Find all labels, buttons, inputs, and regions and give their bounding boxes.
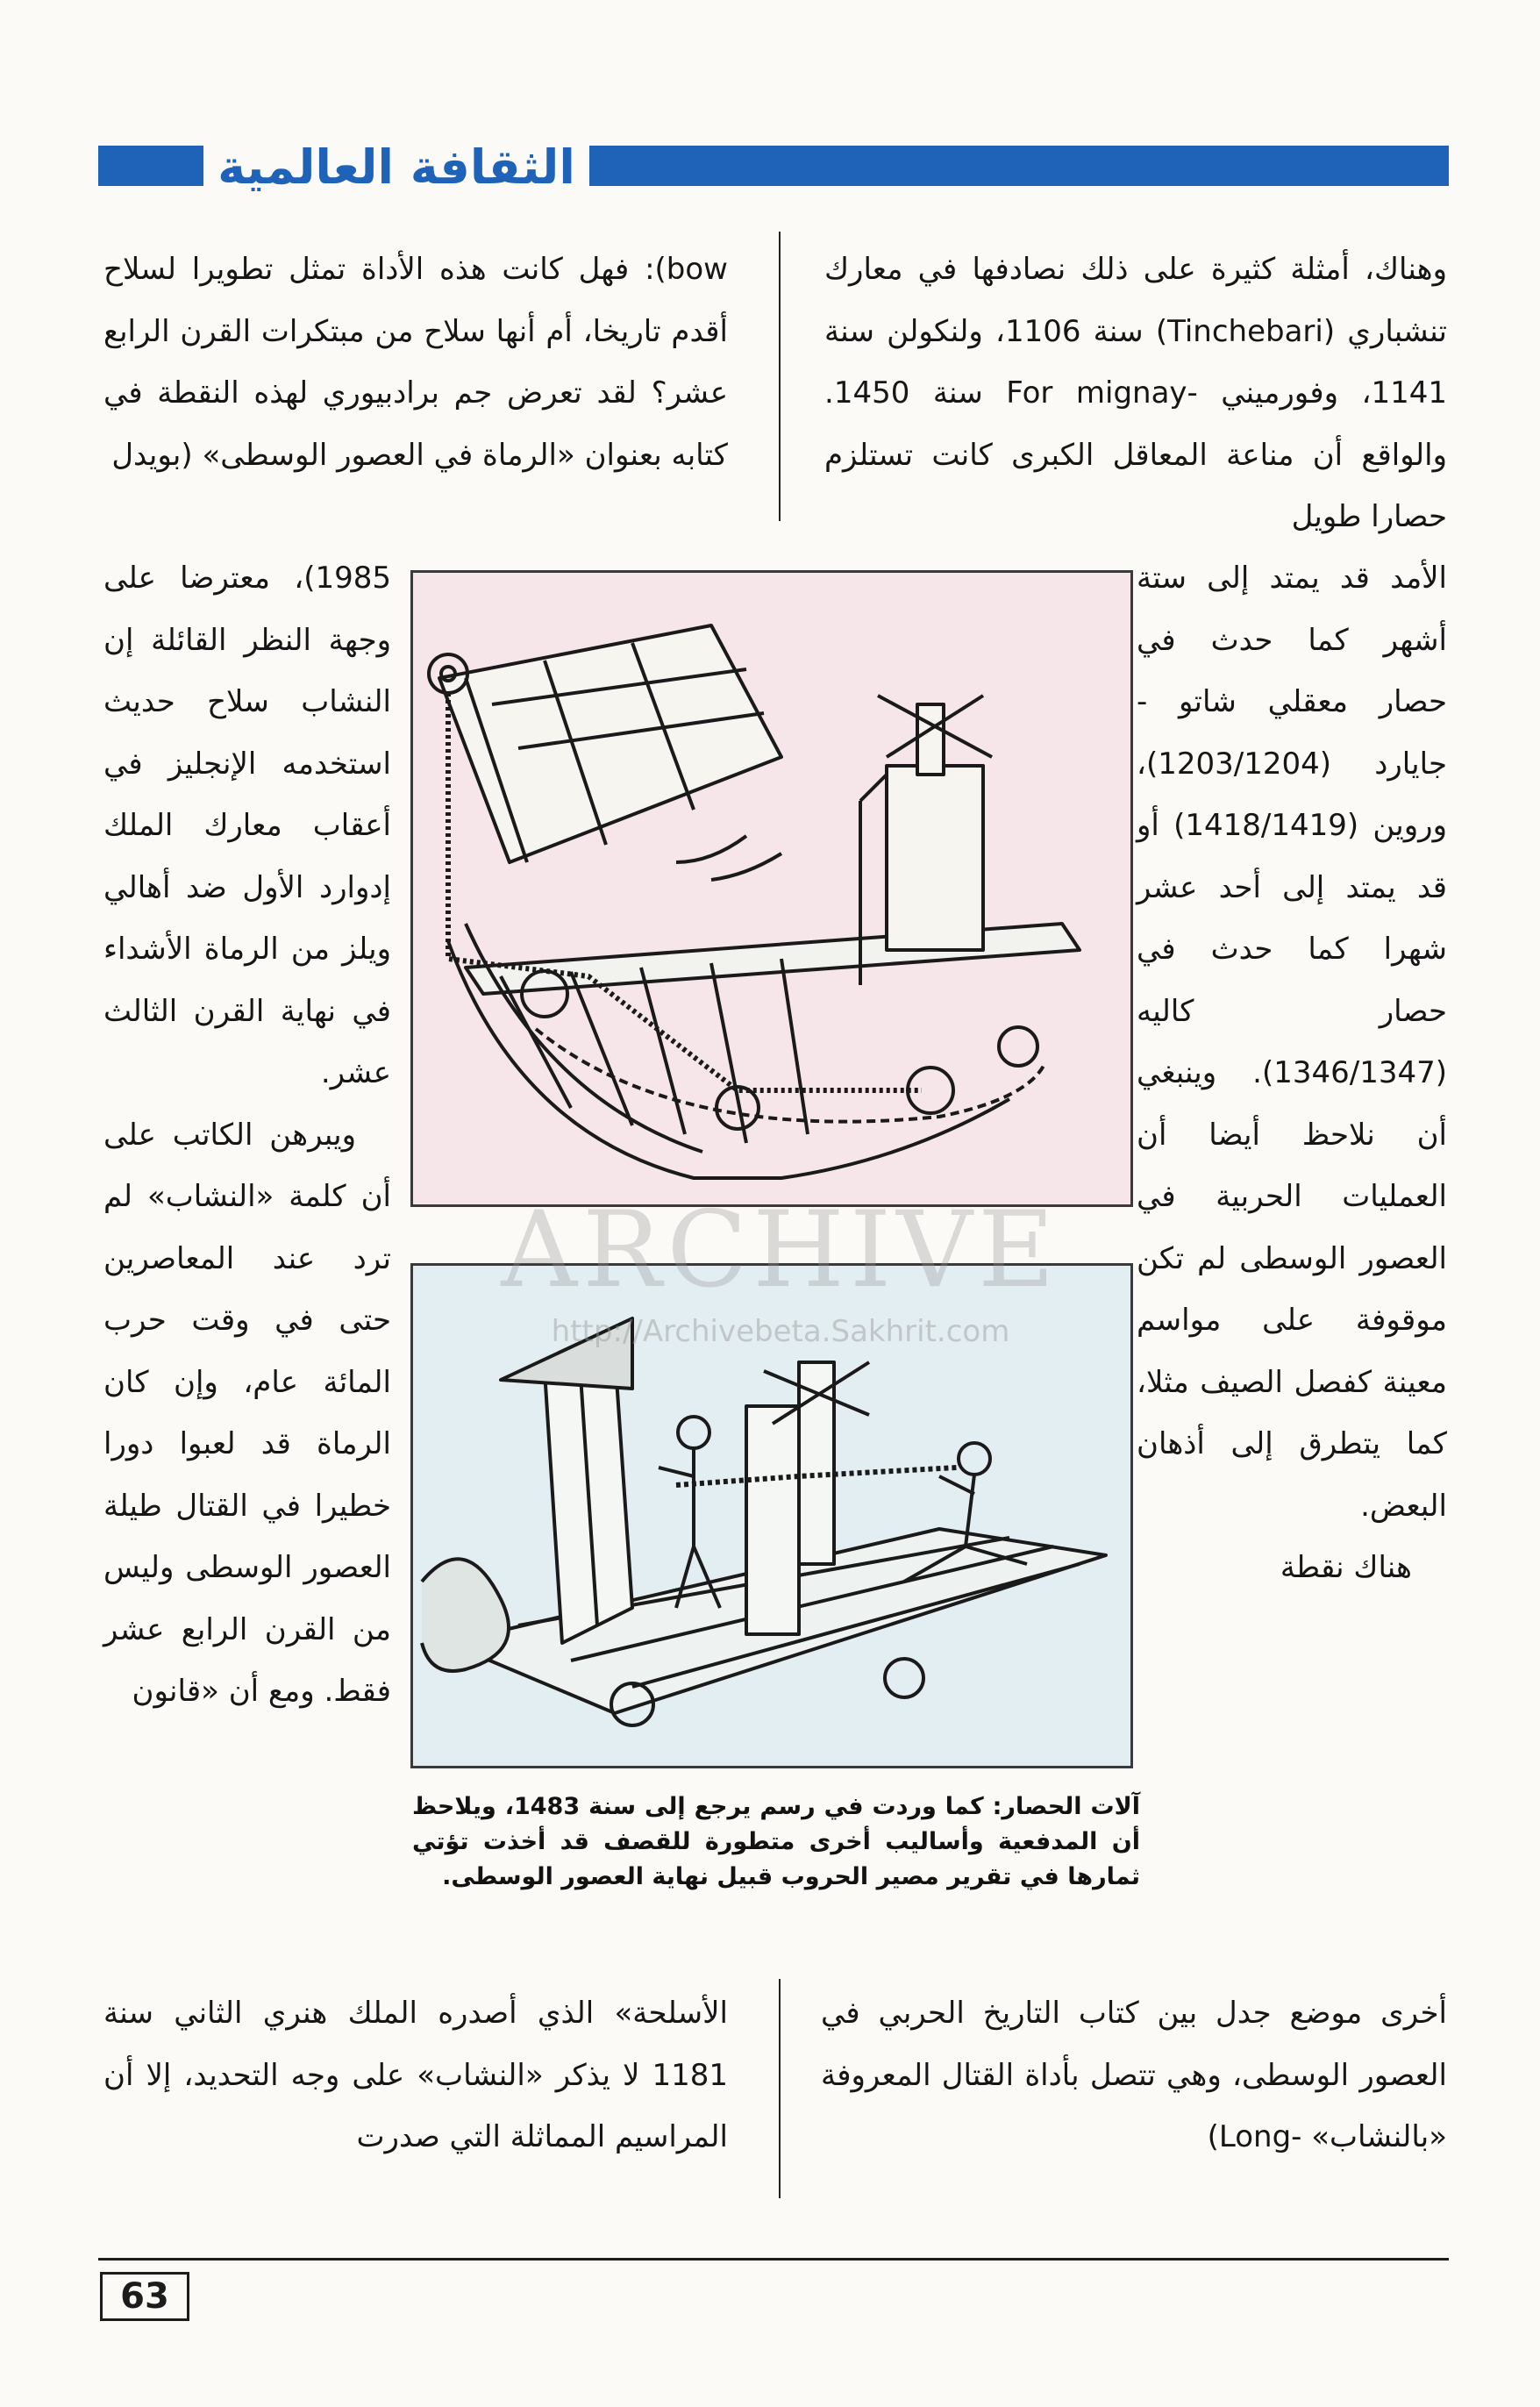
left-column-bottom-text <box>103 1982 728 2168</box>
paragraph: وهناك، أمثلة كثيرة على ذلك نصادفها في معارك تنشباري (Tinchebari) سنة 1106، ولنكولن سنة 1141، وفورميني -For mignay سنة 1450. والواقع أن مناعة المعاقل الكبرى كانت تستلزم حصارا طويل <box>824 252 1448 534</box>
magazine-logo <box>203 132 589 202</box>
paragraph: 1985)، معترضا على وجهة النظر القائلة إن النشاب سلاح حديث استخدمه الإنجليز في أعقاب معارك الملك إدوارد الأول ضد أهالي ويلز من الرماة الأشداء في نهاية القرن الثالث عشر. <box>103 561 391 1090</box>
paragraph: الأمد قد يمتد إلى ستة أشهر كما حدث في حصار معقلي شاتو - جايارد (1203/1204)، وروين (1418/1419) أو قد يمتد إلى أحد عشر شهرا كما حدث في حصار كاليه (1346/1347). وينبغي أن نلاحظ أيضا أن العمليات الحربية في العصور الوسطى لم تكن موقوفة على مواسم معينة كفصل الصيف مثلا، كما يتطرق إلى أذهان البعض. <box>1137 561 1447 1524</box>
column-divider <box>779 1979 781 2198</box>
siege-engine-illustration-top <box>410 570 1133 1207</box>
siege-engine-drawing <box>413 573 1130 1204</box>
right-column-bottom-text <box>821 1982 1447 2168</box>
watermark-url: http://Archivebeta.Sakhrit.com <box>551 1314 1010 1349</box>
paragraph: أخرى موضع جدل بين كتاب التاريخ الحربي في العصور الوسطى، وهي تتصل بأداة القتال المعروفة «بالنشاب» -Long) <box>821 1996 1447 2154</box>
right-column-wrap-text <box>1137 547 1447 1599</box>
magazine-title: الثقافة العالمية <box>217 139 575 195</box>
paragraph: الأسلحة» الذي أصدره الملك هنري الثاني سنة 1181 لا يذكر «النشاب» على وجه التحديد، إلا أن المراسيم المماثلة التي صدرت <box>103 1996 728 2154</box>
right-column-top-text <box>824 239 1447 548</box>
footer-rule <box>98 2258 1449 2261</box>
paragraph: ويبرهن الكاتب على أن كلمة «النشاب» لم ترد عند المعاصرين حتى في وقت حرب المائة عام، وإن كان الرماة قد لعبوا دورا خطيرا في القتال طيلة العصور الوسطى وليس من القرن الرابع عشر فقط. ومع أن «قانون <box>103 1117 391 1709</box>
page-number: 63 <box>100 2272 189 2321</box>
paragraph: bow): فهل كانت هذه الأداة تمثل تطويرا لسلاح أقدم تاريخا، أم أنها سلاح من مبتكرات القرن الرابع عشر؟ لقد تعرض جم برادبيوري لهذه النقطة في كتابه بعنوان «الرماة في العصور الوسطى» (بويدل <box>103 252 728 473</box>
figure-caption: آلات الحصار: كما وردت في رسم يرجع إلى سنة 1483، ويلاحظ أن المدفعية وأساليب أخرى متطورة للقصف قد أخذت تؤتي ثمارها في تقرير مصير الحروب قبيل نهاية العصور الوسطى. <box>412 1793 1140 1890</box>
left-column-top-text <box>103 239 728 486</box>
column-divider <box>779 232 781 521</box>
watermark-text: ARCHIVE <box>501 1189 1060 1311</box>
paragraph: هناك نقطة <box>1280 1550 1412 1585</box>
left-column-wrap-text <box>103 547 391 1723</box>
